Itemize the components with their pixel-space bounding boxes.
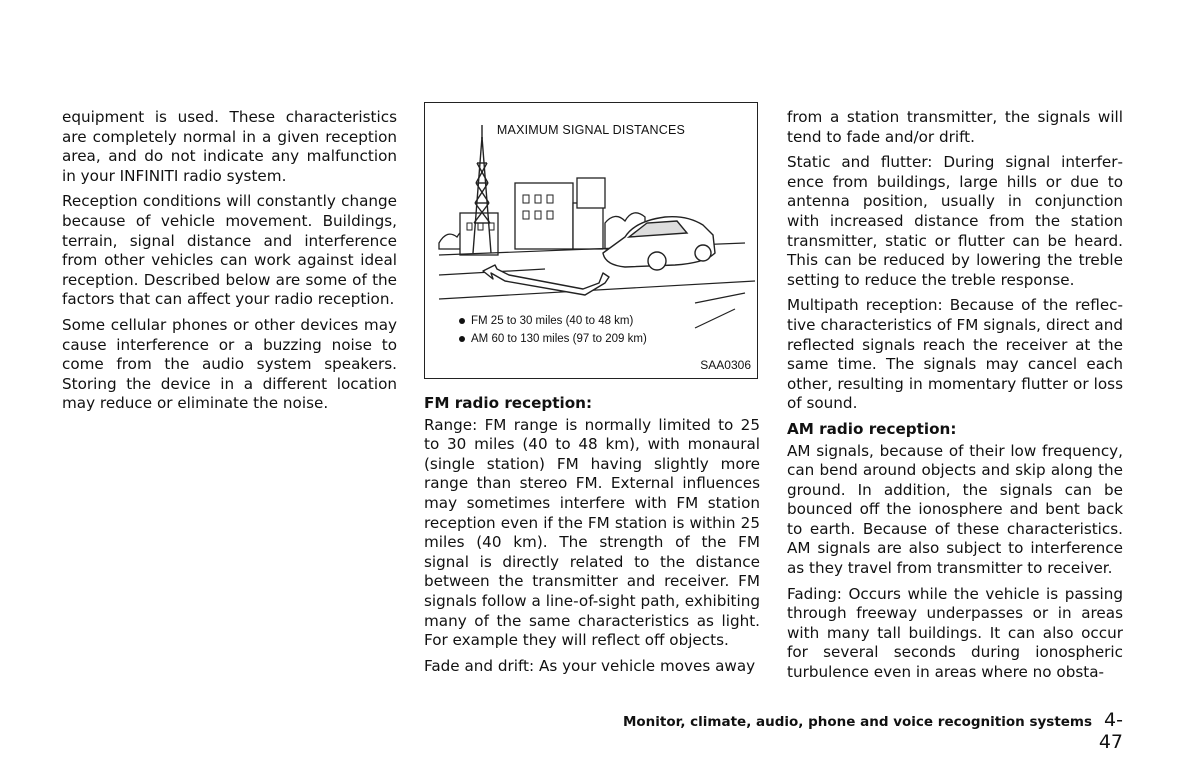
building — [577, 178, 605, 208]
paragraph: Static and flutter: During signal interference from buildings, large hills or due to antenna position, usually in conjunction with increased distance from the station transmitter, static or flutter can be heard. This can be reduced by lowering the treble setting to reduce the treble response. — [787, 153, 1123, 289]
paragraph: Some cellular phones or other devices may cause interference or a buzzing noise to come from the audio system speakers. Storing the device in a different location may reduce or eliminate the noise. — [62, 315, 397, 413]
paragraph: Reception conditions will constantly change because of vehicle movement. Buildings, terrain, signal distance and interference from other vehicles can work against ideal reception. Described below are some of the factors that can affect your radio reception. — [62, 192, 397, 309]
middle-column — [424, 392, 760, 682]
building — [460, 213, 498, 255]
signal-distance-figure — [424, 102, 758, 379]
paragraph: from a station transmitter, the signals will tend to fade and/or drift. — [787, 108, 1123, 146]
left-column — [62, 108, 397, 420]
footer-section-title: Monitor, climate, audio, phone and voice recognition systems — [622, 714, 1093, 730]
building — [573, 203, 603, 249]
distance-arrow-icon — [483, 265, 609, 295]
figure-bullet-am: AM 60 to 130 miles (97 to 209 km) — [459, 333, 647, 345]
bullet-icon — [459, 318, 465, 324]
bullet-icon — [459, 336, 465, 342]
building — [515, 183, 573, 249]
right-column — [787, 108, 1123, 689]
paragraph: Range: FM range is normally limited to 25 to 30 miles (40 to 48 km), with monaural (single station) FM having slightly more range than stereo FM. External influences may sometimes interfere with FM station reception even if the FM station is within 25 miles (40 km). The strength of the FM signal is directly related to the distance between the transmitter and receiver. FM signals follow a line-of-sight path, exhibiting many of the same characteristics as light. For example they will reflect off objects. — [424, 415, 760, 650]
paragraph: AM signals, because of their low frequency, can bend around objects and skip along the ground. In addition, the signals can be bounced off the ionosphere and bent back to earth. Because of these characteristics. AM signals are also subject to interference as they travel from transmitter to receiver. — [787, 441, 1123, 578]
figure-code: SAA0306 — [700, 358, 751, 372]
paragraph: equipment is used. These characteristics are completely normal in a given reception area, and do not indicate any malfunction in your INFINITI radio system. — [62, 108, 397, 185]
section-heading-am: AM radio reception: — [787, 419, 957, 438]
paragraph: Fading: Occurs while the vehicle is passing through freeway underpasses or in areas with many tall buildings. It can also occur for several seconds during ionospheric turbulence even in areas where no obsta- — [787, 584, 1123, 682]
paragraph: Multipath reception: Because of the reflective characteristics of FM signals, direct and reflected signals reach the receiver at the same time. The signals may cancel each other, resulting in momentary flutter or loss of sound. — [787, 296, 1123, 413]
page-footer — [600, 709, 1123, 753]
section-heading-fm: FM radio reception: — [424, 394, 593, 412]
page-number: 4-47 — [1098, 709, 1123, 753]
figure-bullet-fm: FM 25 to 30 miles (40 to 48 km) — [459, 315, 633, 327]
figure-title: MAXIMUM SIGNAL DISTANCES — [496, 123, 686, 137]
paragraph: Fade and drift: As your vehicle moves away — [424, 656, 756, 675]
